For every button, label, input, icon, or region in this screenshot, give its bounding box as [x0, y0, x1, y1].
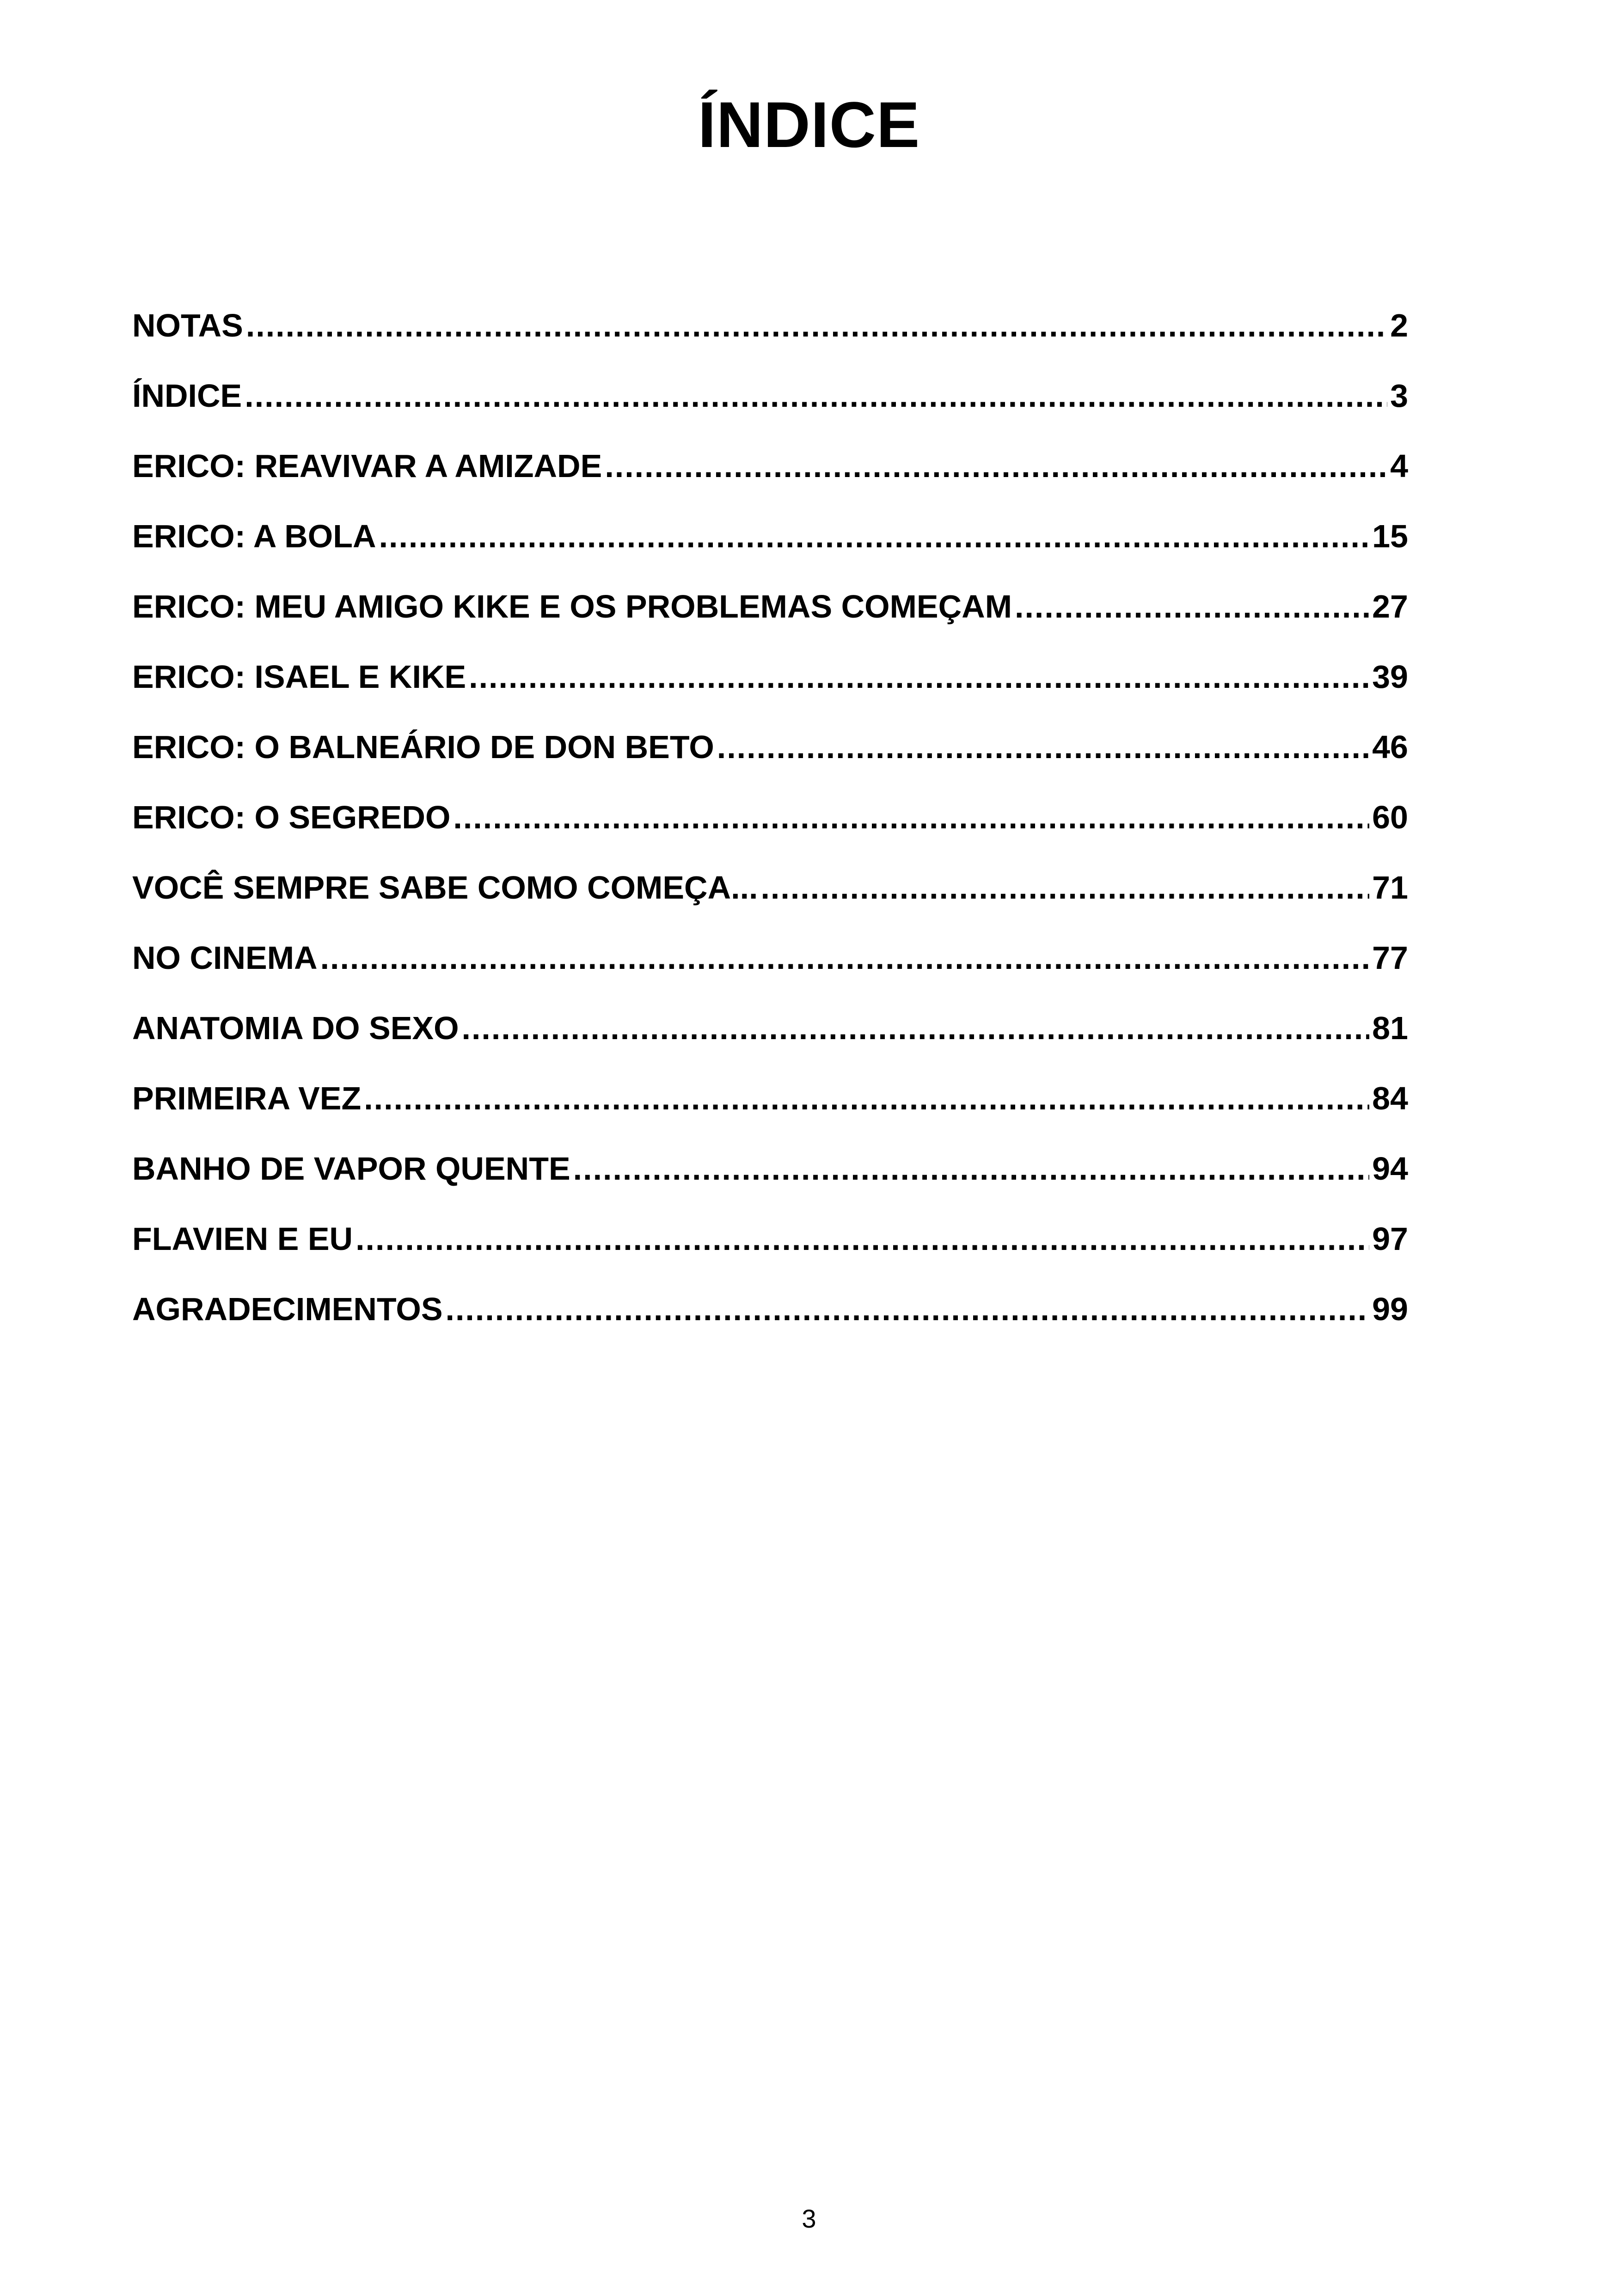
toc-entry-page: 97 — [1372, 1221, 1408, 1257]
toc-entry-page: 39 — [1372, 659, 1408, 695]
toc-entry-no-cinema[interactable] — [132, 923, 1408, 993]
dot-leader — [320, 923, 1370, 993]
dot-leader — [246, 290, 1387, 361]
toc-entry-page: 99 — [1372, 1291, 1408, 1327]
toc-entry-page: 27 — [1372, 588, 1408, 625]
toc-entry-voce-sempre-sabe[interactable] — [132, 852, 1408, 923]
toc-entry-page: 60 — [1372, 799, 1408, 835]
dot-leader — [364, 1063, 1369, 1133]
dot-leader — [245, 361, 1387, 431]
toc-entry-anatomia-do-sexo[interactable] — [132, 993, 1408, 1063]
toc-entry-page: 84 — [1372, 1080, 1408, 1116]
table-of-contents — [132, 290, 1408, 1344]
toc-entry-notas[interactable] — [132, 290, 1408, 361]
toc-entry-title: ERICO: MEU AMIGO KIKE E OS PROBLEMAS COMEÇAM — [132, 588, 1012, 625]
dot-leader — [1015, 571, 1369, 642]
toc-entry-page: 15 — [1372, 518, 1408, 554]
toc-entry-isael-e-kike[interactable] — [132, 642, 1408, 712]
dot-leader — [453, 782, 1369, 852]
toc-entry-banho-de-vapor-quente[interactable] — [132, 1133, 1408, 1204]
toc-entry-title: FLAVIEN E EU — [132, 1221, 353, 1257]
toc-entry-title: VOCÊ SEMPRE SABE COMO COMEÇA... — [132, 869, 758, 906]
toc-entry-title: BANHO DE VAPOR QUENTE — [132, 1151, 570, 1187]
toc-entry-page: 94 — [1372, 1151, 1408, 1187]
toc-entry-page: 4 — [1390, 448, 1408, 484]
toc-entry-primeira-vez[interactable] — [132, 1063, 1408, 1133]
toc-entry-flavien-e-eu[interactable] — [132, 1204, 1408, 1274]
toc-entry-title: ERICO: O SEGREDO — [132, 799, 451, 835]
toc-entry-page: 2 — [1390, 307, 1408, 343]
page-number: 3 — [802, 2204, 816, 2233]
toc-entry-indice[interactable] — [132, 361, 1408, 431]
dot-leader — [717, 712, 1369, 782]
toc-entry-reavivar-a-amizade[interactable] — [132, 431, 1408, 501]
page-title: ÍNDICE — [698, 88, 920, 161]
toc-entry-title: ERICO: ISAEL E KIKE — [132, 659, 466, 695]
toc-entry-a-bola[interactable] — [132, 501, 1408, 571]
toc-entry-page: 46 — [1372, 729, 1408, 765]
toc-entry-page: 71 — [1372, 869, 1408, 906]
toc-entry-title: AGRADECIMENTOS — [132, 1291, 443, 1327]
toc-entry-title: NO CINEMA — [132, 940, 318, 976]
dot-leader — [469, 642, 1369, 712]
dot-leader — [462, 993, 1370, 1063]
toc-entry-o-segredo[interactable] — [132, 782, 1408, 852]
dot-leader — [379, 501, 1370, 571]
dot-leader — [355, 1204, 1369, 1274]
toc-entry-agradecimentos[interactable] — [132, 1274, 1408, 1344]
toc-entry-title: ÍNDICE — [132, 378, 242, 414]
toc-entry-title: ERICO: REAVIVAR A AMIZADE — [132, 448, 602, 484]
dot-leader — [760, 852, 1369, 923]
toc-entry-meu-amigo-kike[interactable] — [132, 571, 1408, 642]
toc-entry-page: 3 — [1390, 378, 1408, 414]
toc-entry-page: 81 — [1372, 1010, 1408, 1046]
toc-entry-title: ERICO: O BALNEÁRIO DE DON BETO — [132, 729, 714, 765]
toc-entry-page: 77 — [1372, 940, 1408, 976]
toc-entry-balneario-de-don-beto[interactable] — [132, 712, 1408, 782]
toc-entry-title: NOTAS — [132, 307, 243, 343]
toc-entry-title: ERICO: A BOLA — [132, 518, 376, 554]
dot-leader — [446, 1274, 1370, 1344]
toc-entry-title: PRIMEIRA VEZ — [132, 1080, 362, 1116]
dot-leader — [573, 1133, 1369, 1204]
dot-leader — [605, 431, 1387, 501]
toc-entry-title: ANATOMIA DO SEXO — [132, 1010, 459, 1046]
